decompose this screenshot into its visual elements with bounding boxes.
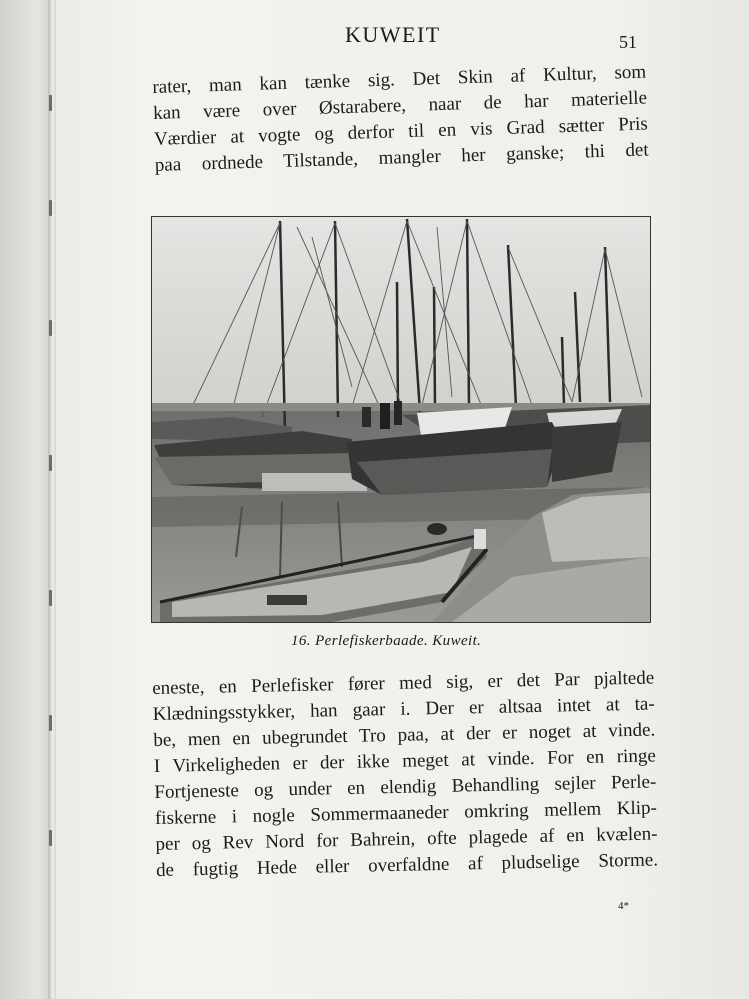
text-line: I Virkeligheden er der ikke meget at vinde. For en ringe xyxy=(153,745,657,777)
binding-stitch xyxy=(49,715,52,731)
figure-caption: 16. Perlefiskerbaade. Kuweit. xyxy=(291,633,482,649)
text-line: paa ordnede Tilstande, mangler her ganske; thi det xyxy=(154,139,649,176)
binding-stitch xyxy=(49,455,52,471)
bottom-paragraph xyxy=(152,665,658,883)
text-line: Fortjeneste og under en elendig Behandling sejler Perle- xyxy=(154,771,657,803)
text-line: Klædningsstykker, han gaar i. Der er altsaa intet at ta- xyxy=(152,693,655,725)
facing-page-edge xyxy=(0,0,54,999)
text-line: per og Rev Nord for Bahrein, ofte plagede af en kvælen- xyxy=(155,823,658,855)
binding-stitch xyxy=(49,830,52,846)
text-line: kan være over Østarabere, naar de har materielle xyxy=(152,87,648,124)
binding-stitch xyxy=(49,320,52,336)
book-spine xyxy=(48,0,56,999)
page-number: 51 xyxy=(619,32,637,52)
text-line: Værdier at vogte og derfor til en vis Grad sætter Pris xyxy=(153,113,649,150)
text-line: rater, man kan tænke sig. Det Skin af Kultur, som xyxy=(152,61,647,98)
text-line: eneste, en Perlefisker fører med sig, er det Par pjaltede xyxy=(152,667,655,699)
photo-pearl-fishing-boats xyxy=(151,216,651,623)
text-line: be, men en ubegrundet Tro paa, at der er noget at vinde. xyxy=(153,719,656,751)
binding-stitch xyxy=(49,590,52,606)
text-line: fiskerne i nogle Sommermaaneder omkring mellem Klip- xyxy=(154,797,658,829)
binding-stitch xyxy=(49,95,52,111)
running-header: KUWEIT xyxy=(345,22,441,47)
text-line: de fugtig Hede eller overfaldne af pludselige Storme. xyxy=(155,849,659,881)
top-paragraph xyxy=(152,59,649,178)
binding-stitch xyxy=(49,200,52,216)
signature-mark: 4* xyxy=(618,900,629,912)
